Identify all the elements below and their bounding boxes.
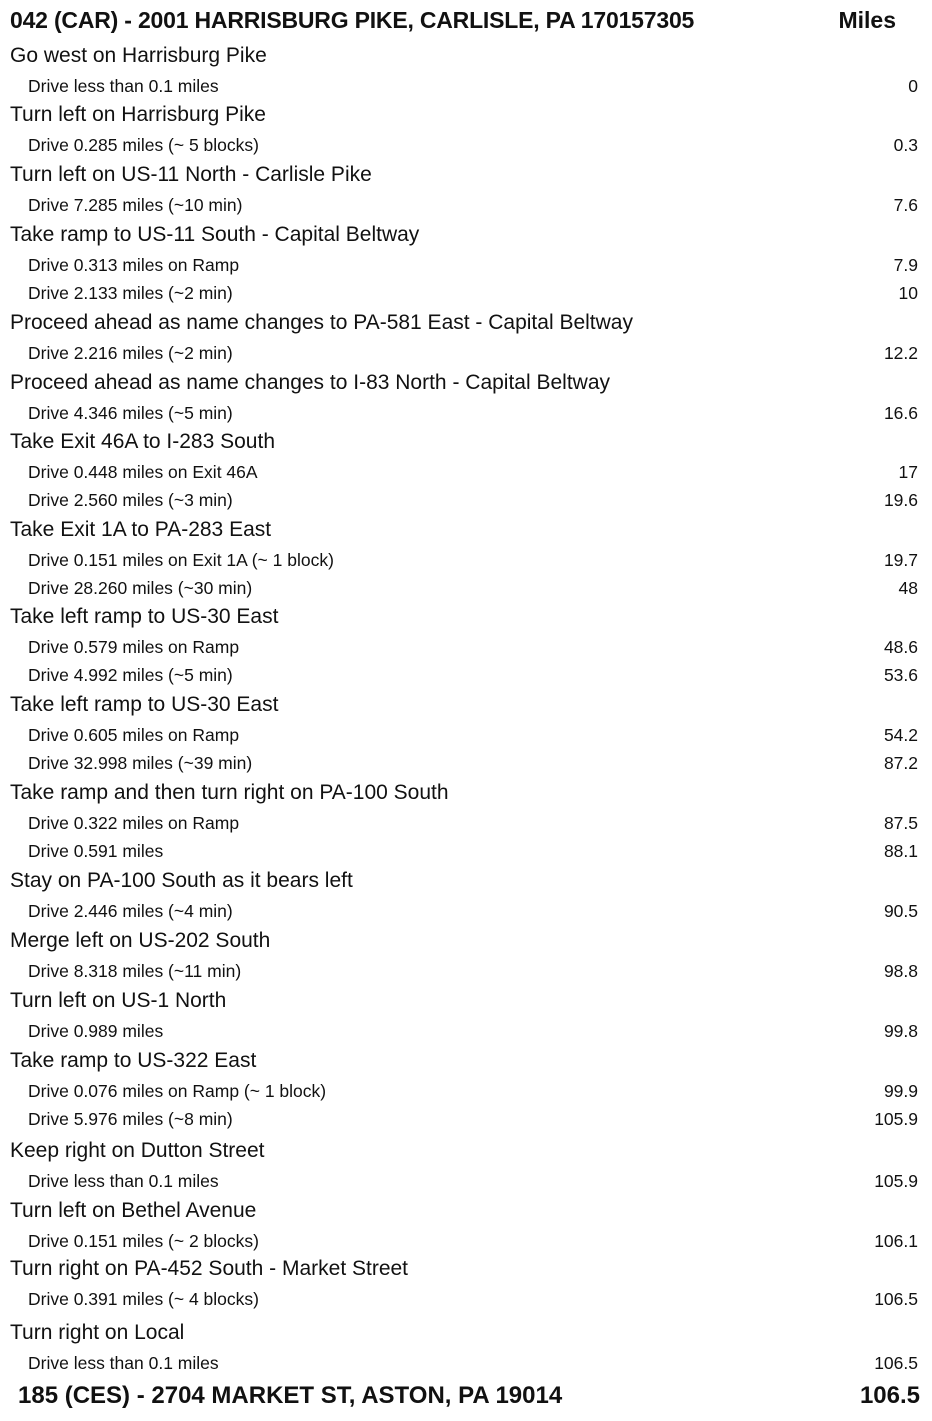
drive-text: Drive less than 0.1 miles <box>28 1353 219 1373</box>
instruction-row <box>0 427 932 457</box>
drive-row <box>0 633 932 661</box>
drive-row <box>0 1285 932 1313</box>
cumulative-miles: 98.8 <box>883 961 918 981</box>
cumulative-miles: 105.9 <box>874 1108 918 1129</box>
cumulative-miles: 54.2 <box>883 725 918 745</box>
drive-row <box>0 837 932 865</box>
cumulative-miles: 48.6 <box>883 637 918 657</box>
instruction-row <box>0 926 932 956</box>
cumulative-miles: 99.9 <box>883 1081 918 1101</box>
drive-row <box>0 1167 932 1195</box>
drive-row <box>0 1077 932 1105</box>
cumulative-miles: 19.7 <box>883 550 918 570</box>
drive-text: Drive 0.591 miles <box>28 840 164 861</box>
instruction-row <box>0 1254 932 1284</box>
destination-address: 185 (CES) - 2704 MARKET ST, ASTON, PA 19014 <box>18 1382 563 1409</box>
instruction-text: Take ramp to US-11 South - Capital Beltway <box>10 223 420 246</box>
instruction-row <box>0 220 932 250</box>
cumulative-miles: 105.9 <box>874 1171 918 1191</box>
drive-row <box>0 1227 932 1255</box>
cumulative-miles: 19.6 <box>883 489 918 510</box>
drive-text: Drive 0.076 miles on Ramp (~ 1 block) <box>28 1081 327 1101</box>
drive-row <box>0 749 932 777</box>
drive-row <box>0 957 932 985</box>
instruction-row <box>0 100 932 130</box>
instruction-text: Take ramp and then turn right on PA-100 South <box>10 781 449 804</box>
cumulative-miles: 0.3 <box>893 135 918 155</box>
instruction-row <box>0 986 932 1016</box>
drive-text: Drive 28.260 miles (~30 min) <box>28 577 253 598</box>
instruction-row <box>0 602 932 632</box>
instruction-text: Proceed ahead as name changes to I-83 North - Capital Beltway <box>10 371 611 394</box>
drive-row <box>0 897 932 925</box>
instruction-row <box>0 1046 932 1076</box>
instruction-row <box>0 368 932 398</box>
cumulative-miles: 87.5 <box>883 813 918 833</box>
instruction-text: Take Exit 1A to PA-283 East <box>10 518 272 541</box>
cumulative-miles: 106.5 <box>874 1289 918 1309</box>
drive-text: Drive 2.560 miles (~3 min) <box>28 489 233 510</box>
instruction-row <box>0 1318 932 1348</box>
drive-row <box>0 1017 932 1045</box>
cumulative-miles: 12.2 <box>883 343 918 363</box>
drive-text: Drive 0.391 miles (~ 4 blocks) <box>28 1289 259 1309</box>
instruction-text: Turn right on Local <box>10 1321 185 1344</box>
drive-row <box>0 546 932 574</box>
instruction-row <box>0 308 932 338</box>
cumulative-miles: 53.6 <box>883 664 918 685</box>
drive-row <box>0 721 932 749</box>
instruction-text: Take ramp to US-322 East <box>10 1049 257 1072</box>
drive-text: Drive less than 0.1 miles <box>28 1171 219 1191</box>
origin-header: 042 (CAR) - 2001 HARRISBURG PIKE, CARLISLE, PA 170157305 <box>10 7 695 33</box>
instruction-row <box>0 515 932 545</box>
cumulative-miles: 87.2 <box>883 752 918 773</box>
cumulative-miles: 106.1 <box>874 1231 918 1251</box>
instruction-text: Turn right on PA-452 South - Market Street <box>10 1257 409 1280</box>
instruction-text: Stay on PA-100 South as it bears left <box>10 869 353 892</box>
drive-text: Drive 7.285 miles (~10 min) <box>28 195 243 215</box>
drive-text: Drive 0.605 miles on Ramp <box>28 725 240 745</box>
instruction-row <box>0 778 932 808</box>
drive-row <box>0 72 932 100</box>
drive-text: Drive 0.322 miles on Ramp <box>28 813 240 833</box>
instruction-row <box>0 690 932 720</box>
drive-text: Drive 4.346 miles (~5 min) <box>28 403 233 423</box>
drive-row <box>0 191 932 219</box>
drive-row <box>0 809 932 837</box>
instruction-row <box>0 866 932 896</box>
drive-text: Drive 4.992 miles (~5 min) <box>28 664 233 685</box>
instruction-text: Proceed ahead as name changes to PA-581 East - Capital Beltway <box>10 311 633 334</box>
drive-row <box>0 1105 932 1133</box>
cumulative-miles: 17 <box>898 462 918 482</box>
cumulative-miles: 106.5 <box>874 1353 918 1373</box>
cumulative-miles: 48 <box>898 577 918 598</box>
drive-text: Drive 0.151 miles on Exit 1A (~ 1 block) <box>28 550 334 570</box>
cumulative-miles: 90.5 <box>883 901 918 921</box>
instruction-text: Turn left on US-11 North - Carlisle Pike <box>10 163 372 186</box>
drive-row <box>0 399 932 427</box>
instruction-row <box>0 1196 932 1226</box>
drive-text: Drive less than 0.1 miles <box>28 76 219 96</box>
drive-row <box>0 1349 932 1377</box>
drive-row <box>0 458 932 486</box>
drive-text: Drive 0.151 miles (~ 2 blocks) <box>28 1231 259 1251</box>
drive-text: Drive 2.446 miles (~4 min) <box>28 901 233 921</box>
drive-text: Drive 0.285 miles (~ 5 blocks) <box>28 135 259 155</box>
instruction-text: Keep right on Dutton Street <box>10 1139 265 1162</box>
drive-row <box>0 339 932 367</box>
instruction-text: Turn left on Bethel Avenue <box>10 1199 257 1222</box>
cumulative-miles: 99.8 <box>883 1021 918 1041</box>
instruction-row <box>0 160 932 190</box>
instruction-text: Take Exit 46A to I-283 South <box>10 430 276 453</box>
instruction-row <box>0 41 932 71</box>
cumulative-miles: 7.9 <box>893 255 918 275</box>
drive-text: Drive 0.448 miles on Exit 46A <box>28 462 258 482</box>
drive-text: Drive 0.313 miles on Ramp <box>28 255 240 275</box>
cumulative-miles: 0 <box>908 76 918 96</box>
instruction-text: Turn left on Harrisburg Pike <box>10 103 266 126</box>
cumulative-miles: 7.6 <box>893 195 918 215</box>
destination-footer <box>0 1379 932 1413</box>
drive-text: Drive 2.133 miles (~2 min) <box>28 282 233 303</box>
instruction-text: Turn left on US-1 North <box>10 989 227 1012</box>
drive-text: Drive 32.998 miles (~39 min) <box>28 752 253 773</box>
drive-text: Drive 0.989 miles <box>28 1021 164 1041</box>
drive-text: Drive 0.579 miles on Ramp <box>28 637 240 657</box>
drive-text: Drive 8.318 miles (~11 min) <box>28 961 242 981</box>
drive-row <box>0 661 932 689</box>
cumulative-miles: 10 <box>898 282 918 303</box>
instruction-row <box>0 1136 932 1166</box>
instruction-text: Take left ramp to US-30 East <box>10 693 279 716</box>
drive-row <box>0 486 932 514</box>
instruction-text: Take left ramp to US-30 East <box>10 605 279 628</box>
drive-row <box>0 574 932 602</box>
drive-row <box>0 279 932 307</box>
drive-text: Drive 5.976 miles (~8 min) <box>28 1108 233 1129</box>
miles-column-header: Miles <box>838 7 896 33</box>
cumulative-miles: 16.6 <box>883 403 918 423</box>
drive-text: Drive 2.216 miles (~2 min) <box>28 343 233 363</box>
drive-row <box>0 251 932 279</box>
cumulative-miles: 88.1 <box>883 840 918 861</box>
instruction-text: Merge left on US-202 South <box>10 929 271 952</box>
total-miles: 106.5 <box>859 1382 920 1409</box>
drive-row <box>0 131 932 159</box>
instruction-text: Go west on Harrisburg Pike <box>10 44 267 67</box>
